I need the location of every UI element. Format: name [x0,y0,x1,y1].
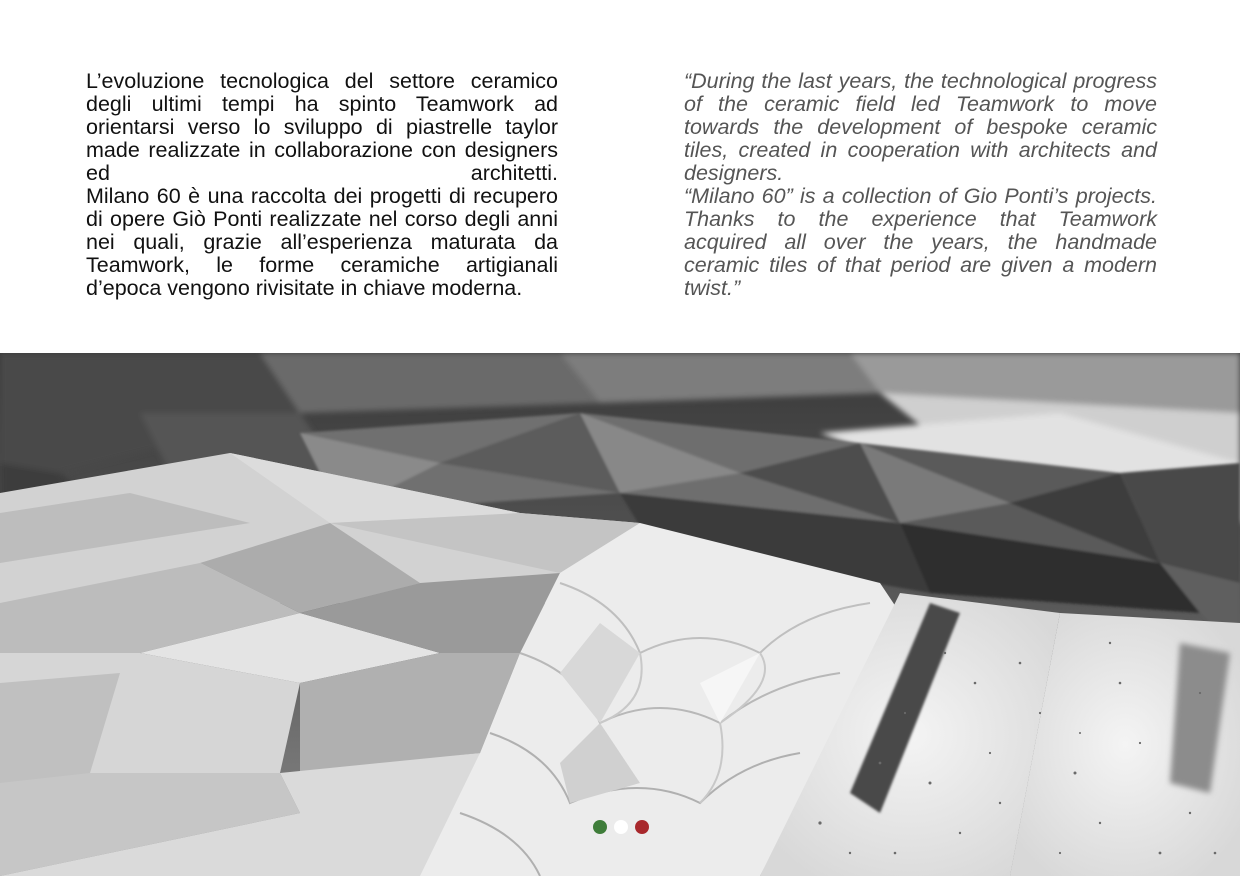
pager-dot-green[interactable] [593,820,607,834]
italian-paragraph-1: L’evoluzione tecnologica del settore ceramico degli ultimi tempi ha spinto Teamwork ad orientarsi verso lo sviluppo di piastrelle taylor made realizzate in collaborazione con designers ed architetti. [86,69,558,185]
english-paragraph-1: “During the last years, the technological progress of the ceramic field led Teamwork to move towards the development of bespoke ceramic tiles, created in cooperation with architects and designers. [684,69,1157,185]
english-text-column [684,70,1157,300]
pager-dot-red[interactable] [635,820,649,834]
english-paragraph-2: “Milano 60” is a collection of Gio Ponti’s projects. Thanks to the experience that Teamwork acquired all over the years, the handmade ceramic tiles of that period are given a modern twist.” [684,184,1157,300]
italian-text-column [86,70,558,300]
ceramic-tiles-photo [0,353,1240,876]
pager-dot-white[interactable] [614,820,628,834]
pager-dots [593,820,649,836]
italian-paragraph-2: Milano 60 è una raccolta dei progetti di recupero di opere Giò Ponti realizzate nel corso degli anni nei quali, grazie all’esperienza maturata da Teamwork, le forme ceramiche artigianali d’epoca vengono rivisitate in chiave moderna. [86,184,558,300]
